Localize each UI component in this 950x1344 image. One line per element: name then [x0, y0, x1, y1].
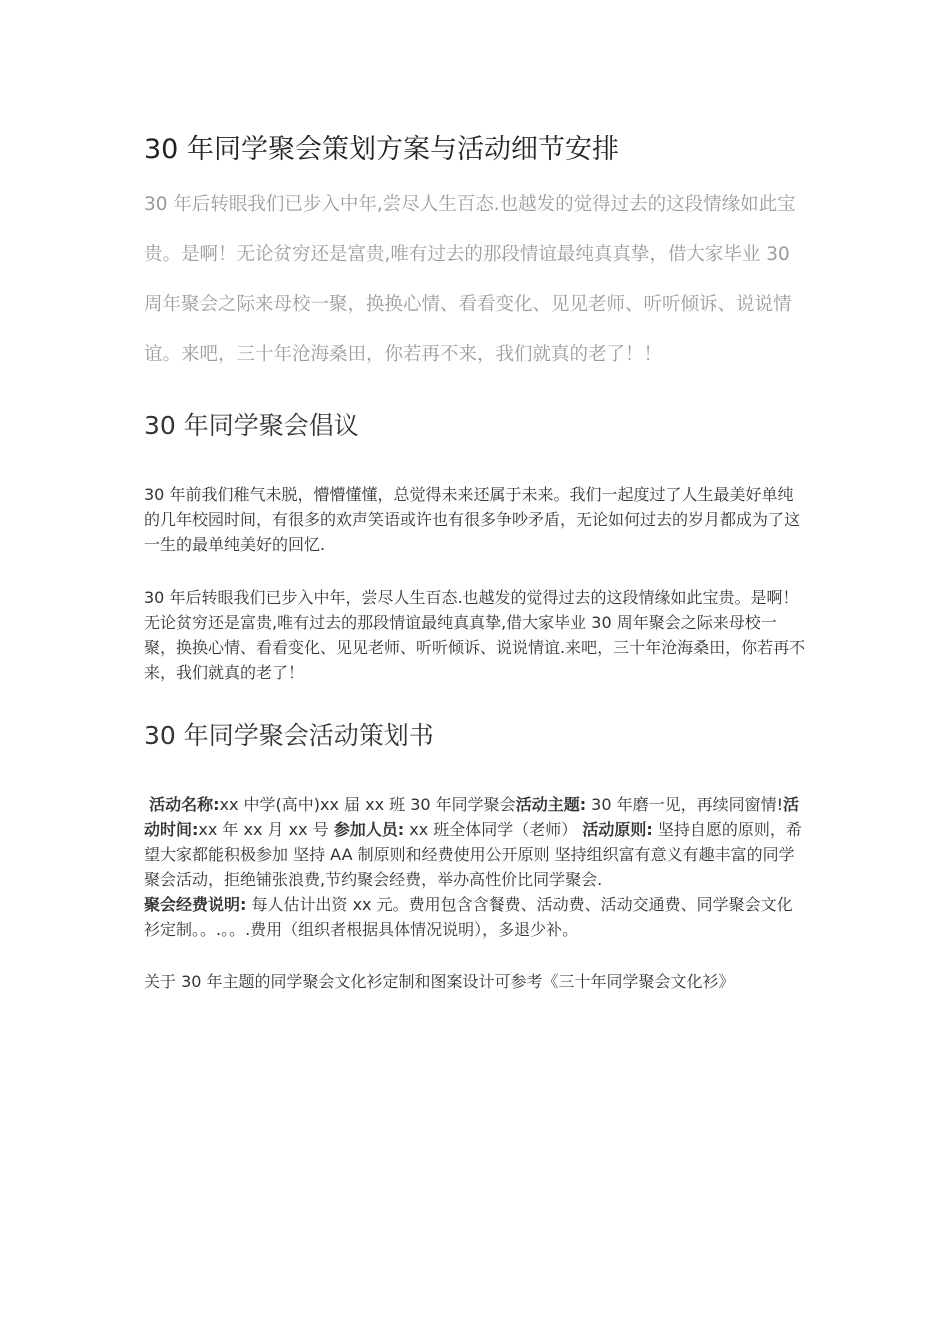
participants-label: 参加人员:	[333, 820, 405, 839]
proposal-paragraph-2: 30 年后转眼我们已步入中年，尝尽人生百态.也越发的觉得过去的这段情缘如此宝贵。是啊！无论贫穷还是富贵,唯有过去的那段情谊最纯真真挚,借大家毕业 30 周年聚会之际来母校一聚，换换心情、看看变化、见见老师、听听倾诉、说说情谊.来吧，三十年沧海桑田，你若再不来，我们就真的老了！	[144, 588, 806, 682]
activity-principle-value: 坚持自愿的原则，希望大家都能积极参加 坚持 AA 制原则和经费使用公开原则 坚持组织富有意义有趣丰富的同学聚会活动，拒绝铺张浪费,节约聚会经费，举办高性价比同学聚会.	[144, 820, 802, 889]
activity-name-value: xx 中学(高中)xx 届 xx 班 30 年同学聚会	[219, 795, 516, 814]
section-heading-plan: 30 年同学聚会活动策划书	[144, 721, 434, 750]
activity-time-label: 活动时间:	[144, 795, 800, 839]
participants-value: xx 班全体同学（老师）	[404, 820, 583, 839]
activity-theme-label: 活动主题:	[515, 795, 587, 814]
intro-paragraph: 30 年后转眼我们已步入中年,尝尽人生百态.也越发的觉得过去的这段情缘如此宝贵。是啊！无论贫穷还是富贵,唯有过去的那段情谊最纯真真挚，借大家毕业 30 周年聚会之际来母校一聚，换换心情、看看变化、见见老师、听听倾诉、说说情谊。来吧，三十年沧海桑田，你若再不来，我们就真的老了！！	[144, 194, 796, 365]
activity-theme-value: 30 年磨一见，再续同窗情!	[586, 795, 784, 814]
section-heading-proposal: 30 年同学聚会倡议	[144, 411, 359, 440]
cost-label: 聚会经费说明:	[144, 895, 247, 914]
activity-name-label: 活动名称:	[149, 795, 220, 814]
proposal-paragraph-1: 30 年前我们稚气未脱，懵懵懂懂，总觉得未来还属于未来。我们一起度过了人生最美好单纯的几年校园时间，有很多的欢声笑语或许也有很多争吵矛盾，无论如何过去的岁月都成为了这一生的最单纯美好的回忆.	[144, 485, 801, 554]
document-title: 30 年同学聚会策划方案与活动细节安排	[144, 134, 619, 165]
activity-time-value: xx 年 xx 月 xx 号	[198, 820, 334, 839]
activity-principle-label: 活动原则:	[582, 820, 653, 839]
cost-value: 每人估计出资 xx 元。费用包含含餐费、活动费、活动交通费、同学聚会文化衫定制。。.。。.费用（组织者根据具体情况说明），多退少补。	[144, 895, 793, 939]
reference-paragraph: 关于 30 年主题的同学聚会文化衫定制和图案设计可参考《三十年同学聚会文化衫》	[144, 972, 735, 991]
plan-details-paragraph	[144, 792, 806, 942]
